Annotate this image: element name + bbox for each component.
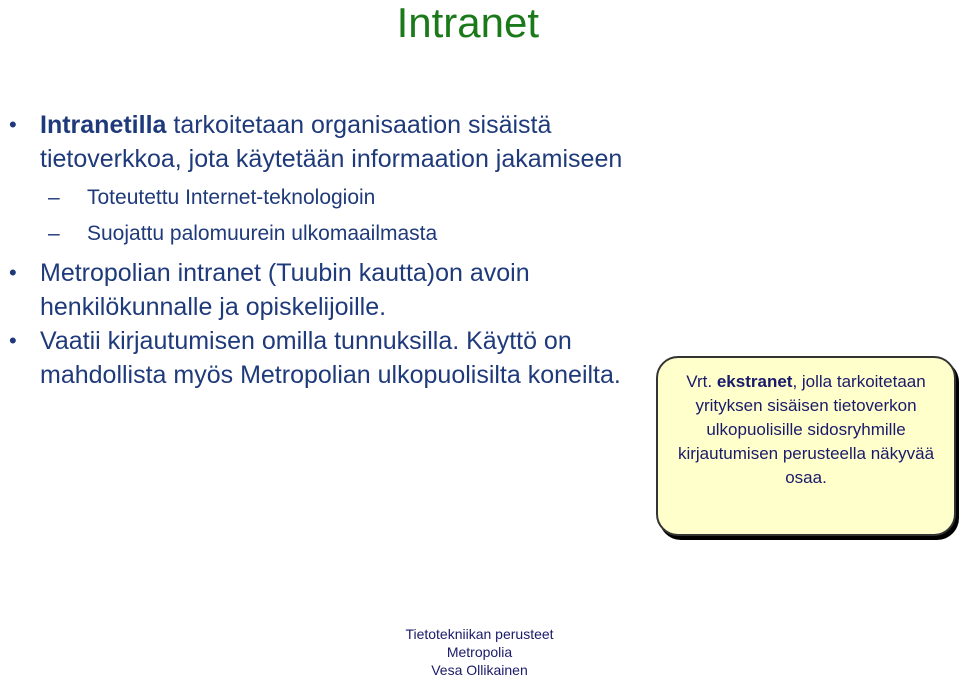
- dash-icon: –: [48, 186, 60, 209]
- sub-bullet-text: Suojattu palomuurein ulkomaailmasta: [87, 222, 438, 245]
- slide-title: Intranet: [396, 0, 539, 46]
- slide-footer: [0, 625, 959, 679]
- footer-course: Tietotekniikan perusteet: [405, 626, 554, 642]
- callout-prefix: Vrt.: [686, 372, 717, 391]
- bullet-text: tarkoitetaan organisaation sisäistä tietoverkkoa, jota käytetään informaation jakamiseen: [40, 111, 623, 173]
- bullet-text: Metropolian intranet (Tuubin kautta)on avoin henkilökunnalle ja opiskelijoille.: [40, 259, 530, 321]
- bullet-dot-icon: •: [9, 260, 17, 285]
- sub-bullet-text: Toteutettu Internet-teknologioin: [87, 186, 376, 209]
- footer-author: Vesa Ollikainen: [431, 662, 528, 678]
- bullet-text: Vaatii kirjautumisen omilla tunnuksilla. Käyttö on mahdollista myös Metropolian ulkopuolisilta koneilta.: [40, 327, 621, 389]
- sub-bullet-technology: [0, 180, 640, 216]
- extranet-callout: [656, 356, 956, 536]
- bullet-list: [0, 108, 640, 392]
- bullet-dot-icon: •: [9, 328, 17, 353]
- sub-bullet-firewall: [0, 216, 640, 252]
- bullet-bold-term: Intranetilla: [40, 111, 167, 139]
- bullet-login-required: [0, 324, 640, 392]
- footer-school: Metropolia: [446, 644, 513, 660]
- bullet-dot-icon: •: [9, 112, 17, 137]
- callout-bold-term: ekstranet: [716, 372, 793, 391]
- dash-icon: –: [48, 222, 60, 245]
- bullet-intranet-definition: [0, 108, 640, 176]
- bullet-metropolia-intranet: [0, 256, 640, 324]
- callout-text: , jolla tarkoitetaan yrityksen sisäisen tietoverkon ulkopuolisille sidosryhmille kirjautumisen perusteella näkyvää osaa.: [677, 372, 935, 487]
